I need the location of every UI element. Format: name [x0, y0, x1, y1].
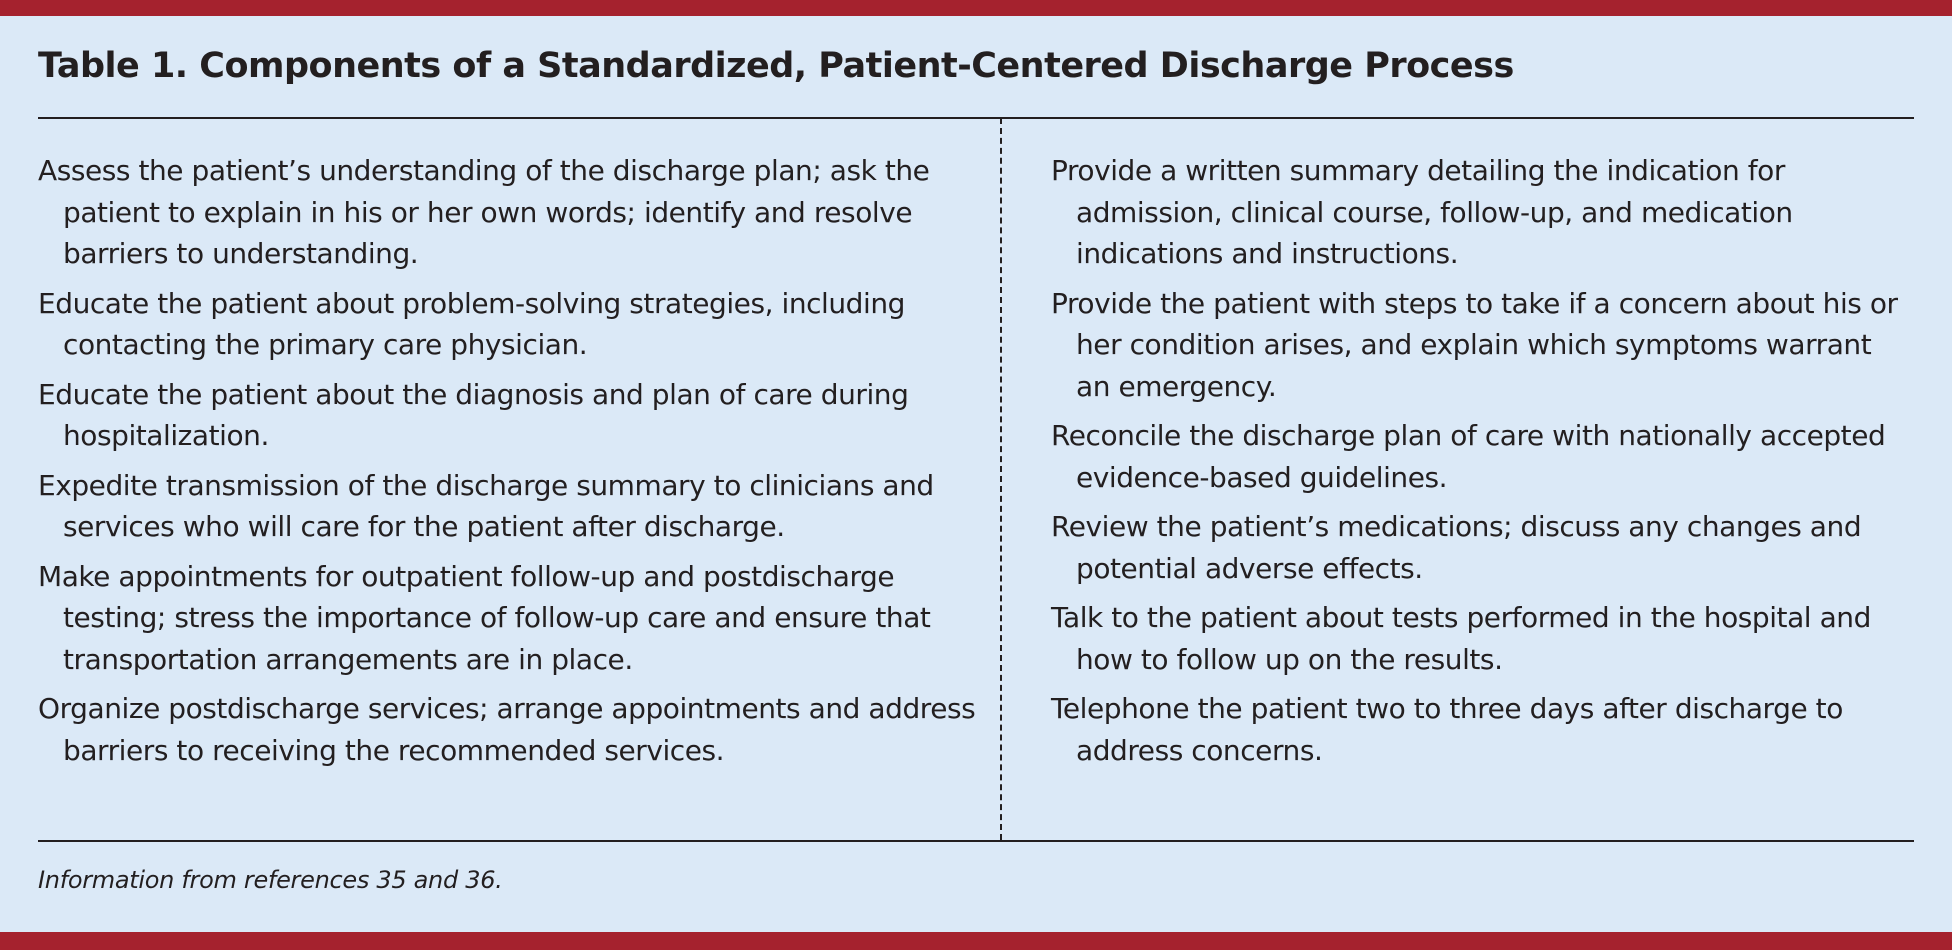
list-item: Assess the patient’s understanding of the discharge plan; ask the patient to explain in his or her own words; identify and resolve barriers to understanding.	[38, 154, 930, 270]
list-item: Provide a written summary detailing the indication for admission, clinical course, follow-up, and medication indications and instructions.	[1051, 154, 1793, 270]
table-title: Table 1. Components of a Standardized, Patient-Centered Discharge Process	[38, 46, 1514, 86]
top-color-band	[0, 0, 1952, 16]
bottom-color-band	[0, 932, 1952, 950]
list-item: Telephone the patient two to three days after discharge to address concerns.	[1051, 692, 1843, 767]
list-item: Expedite transmission of the discharge summary to clinicians and services who will care for the patient after discharge.	[38, 468, 934, 543]
table-footnote: Information from references 35 and 36.	[38, 866, 503, 894]
column-divider	[1000, 118, 1002, 840]
top-rule	[38, 117, 1914, 119]
list-item: Educate the patient about the diagnosis and plan of care during hospitalization.	[38, 377, 909, 452]
list-item: Review the patient’s medications; discuss any changes and potential adverse effects.	[1051, 510, 1862, 585]
list-item: Make appointments for outpatient follow-up and postdischarge testing; stress the importance of follow-up care and ensure that transportation arrangements are in place.	[38, 559, 931, 676]
list-item: Educate the patient about problem-solving strategies, including contacting the primary care physician.	[38, 286, 905, 361]
list-item: Talk to the patient about tests performed in the hospital and how to follow up on the results.	[1051, 601, 1871, 676]
bottom-rule	[38, 840, 1914, 842]
left-column-list	[38, 150, 978, 779]
right-column-list	[1051, 150, 1911, 779]
list-item: Organize postdischarge services; arrange appointments and address barriers to receiving the recommended services.	[38, 692, 976, 767]
list-item: Provide the patient with steps to take if a concern about his or her condition arises, and explain which symptoms warrant an emergency.	[1051, 286, 1898, 403]
list-item: Reconcile the discharge plan of care with nationally accepted evidence-based guidelines.	[1051, 419, 1886, 494]
